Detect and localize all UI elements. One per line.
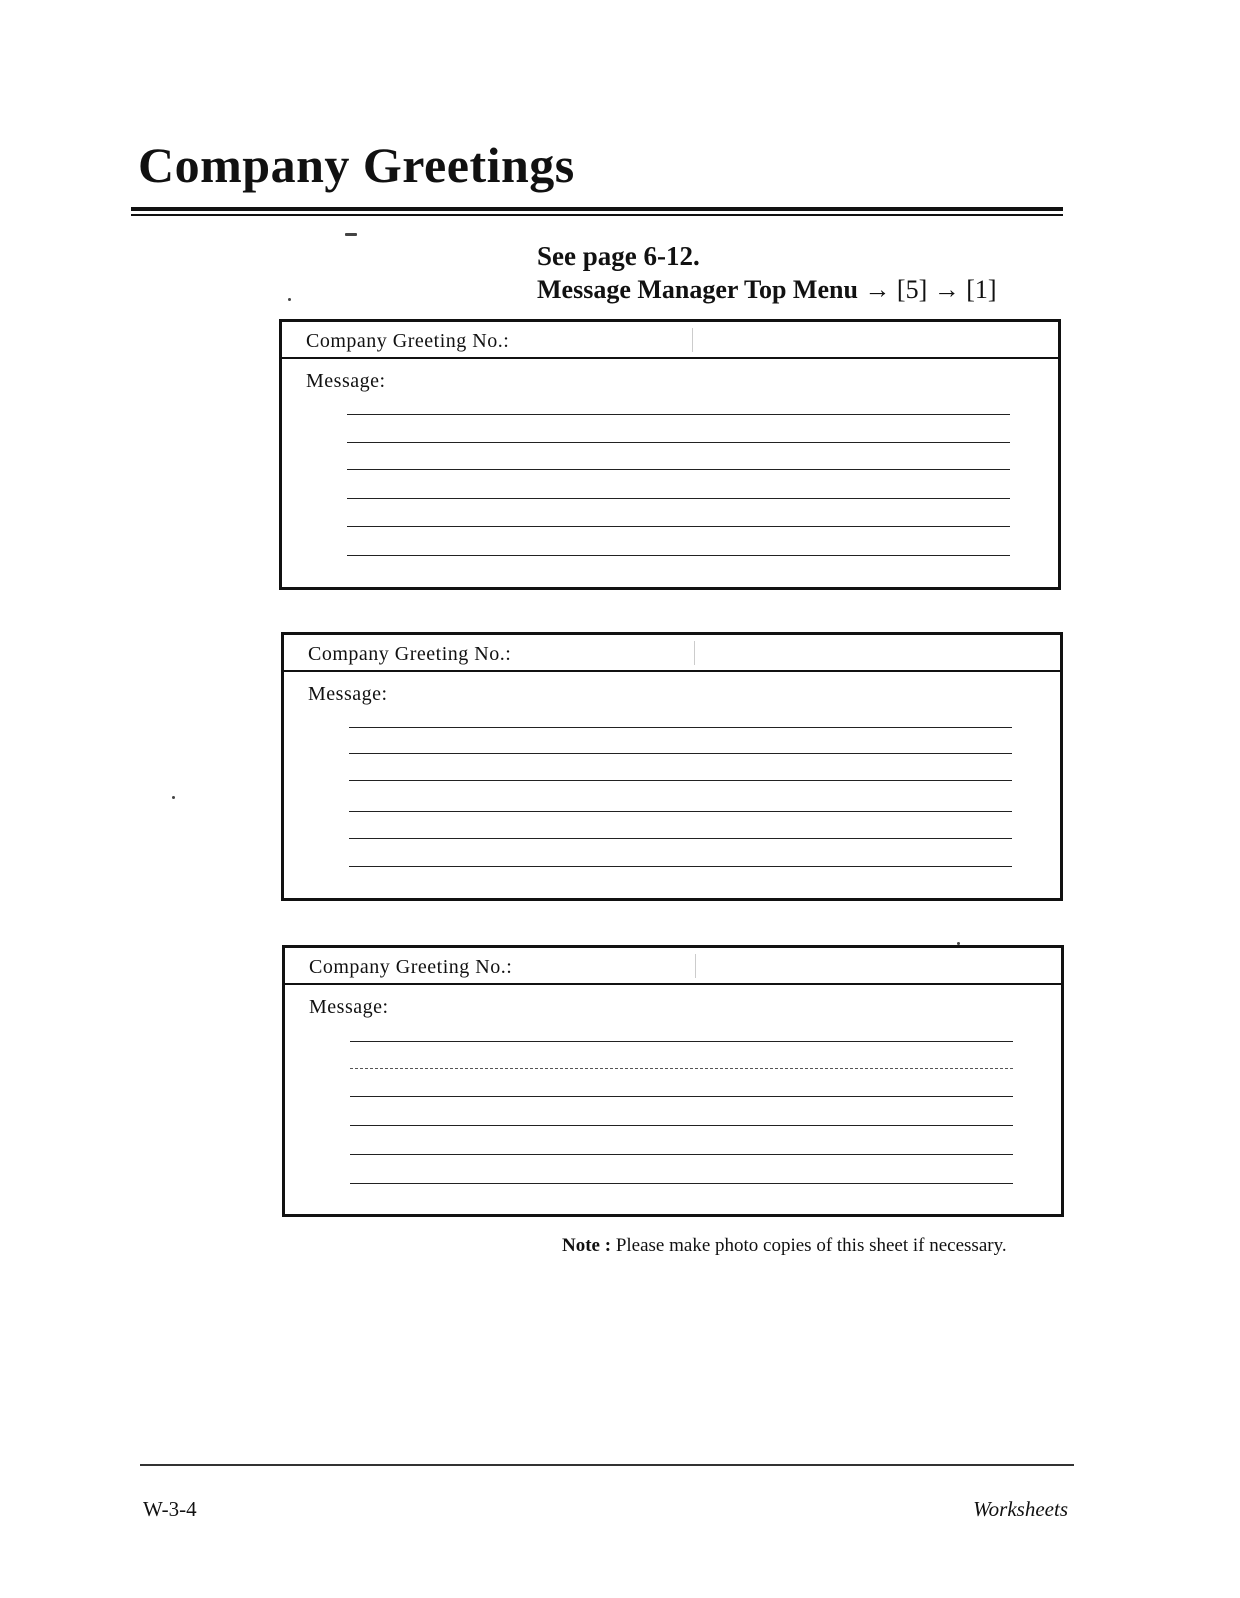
greeting-number-row (282, 322, 1058, 359)
message-write-line[interactable] (347, 442, 1010, 443)
scan-speck (957, 942, 960, 945)
message-write-line[interactable] (349, 811, 1012, 812)
field-divider (694, 641, 695, 665)
message-write-line[interactable] (350, 1041, 1013, 1042)
menu-path-keys: → [5] → [1] (864, 275, 997, 304)
message-write-line[interactable] (350, 1183, 1013, 1184)
greeting-number-label: Company Greeting No.: (308, 643, 512, 665)
message-write-line[interactable] (350, 1096, 1013, 1097)
message-write-line[interactable] (350, 1154, 1013, 1155)
message-write-line[interactable] (350, 1125, 1013, 1126)
message-write-line[interactable] (349, 866, 1012, 867)
message-write-line[interactable] (349, 753, 1012, 754)
greeting-number-label: Company Greeting No.: (306, 330, 510, 352)
menu-path-prefix: Message Manager Top Menu (537, 275, 858, 304)
photocopy-note (562, 1235, 1007, 1257)
greeting-number-row (284, 635, 1060, 672)
menu-path (537, 277, 997, 303)
greeting-form-1 (279, 319, 1061, 590)
scan-speck (288, 298, 291, 301)
scan-speck (172, 796, 175, 799)
greeting-number-row (285, 948, 1061, 985)
page-number: W-3-4 (143, 1497, 197, 1521)
message-write-line[interactable] (347, 555, 1010, 556)
message-label: Message: (306, 370, 386, 392)
message-write-line[interactable] (349, 727, 1012, 728)
field-divider (692, 328, 693, 352)
field-divider (695, 954, 696, 978)
note-label: Note : (562, 1235, 612, 1256)
message-write-line[interactable] (347, 498, 1010, 499)
section-name: Worksheets (973, 1497, 1068, 1521)
message-label: Message: (308, 683, 388, 705)
note-text: Please make photo copies of this sheet if necessary. (615, 1235, 1007, 1256)
message-write-line[interactable] (349, 838, 1012, 839)
message-write-line[interactable] (350, 1068, 1013, 1069)
page-title: Company Greetings (138, 137, 575, 193)
message-label: Message: (309, 996, 389, 1018)
title-rule (131, 207, 1063, 216)
see-page-reference: See page 6-12. (537, 241, 700, 271)
message-write-line[interactable] (347, 414, 1010, 415)
message-write-line[interactable] (349, 780, 1012, 781)
greeting-form-3 (282, 945, 1064, 1217)
footer-rule (140, 1464, 1074, 1466)
message-write-line[interactable] (347, 469, 1010, 470)
message-write-line[interactable] (347, 526, 1010, 527)
greeting-number-label: Company Greeting No.: (309, 956, 513, 978)
scan-speck (345, 233, 357, 236)
greeting-form-2 (281, 632, 1063, 901)
